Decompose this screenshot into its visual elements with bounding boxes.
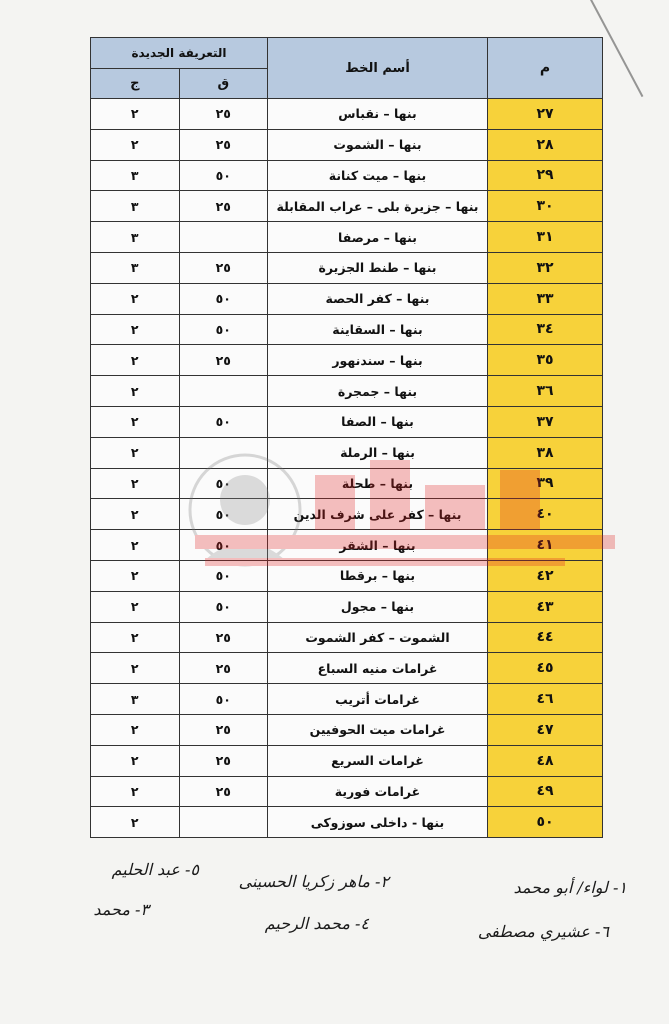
row-number: ٣٥ bbox=[488, 345, 603, 376]
row-line-name: غرامات فورية bbox=[268, 776, 488, 807]
row-number: ٤٧ bbox=[488, 714, 603, 745]
row-number: ٥٠ bbox=[488, 807, 603, 838]
table-row bbox=[91, 499, 603, 530]
row-number: ٣٣ bbox=[488, 283, 603, 314]
signatures bbox=[0, 840, 669, 1024]
row-j-value: ٢ bbox=[91, 129, 180, 160]
row-number: ٤١ bbox=[488, 530, 603, 561]
row-j-value: ٣ bbox=[91, 252, 180, 283]
table-row bbox=[91, 437, 603, 468]
table-row bbox=[91, 591, 603, 622]
header-number: م bbox=[488, 38, 603, 99]
row-line-name: بنها – برقطا bbox=[268, 560, 488, 591]
row-number: ٢٩ bbox=[488, 160, 603, 191]
row-line-name: الشموت – كفر الشموت bbox=[268, 622, 488, 653]
row-j-value: ٣ bbox=[91, 684, 180, 715]
table-row bbox=[91, 653, 603, 684]
table-row bbox=[91, 807, 603, 838]
table-row bbox=[91, 99, 603, 130]
row-number: ٤٢ bbox=[488, 560, 603, 591]
row-j-value: ٢ bbox=[91, 560, 180, 591]
row-number: ٤٨ bbox=[488, 745, 603, 776]
table-body bbox=[91, 99, 603, 838]
row-line-name: بنها – طحلة bbox=[268, 468, 488, 499]
row-line-name: بنها – كفر الحصة bbox=[268, 283, 488, 314]
table-row bbox=[91, 129, 603, 160]
row-q-value: ٢٥ bbox=[179, 129, 268, 160]
row-q-value: ٥٠ bbox=[179, 684, 268, 715]
row-j-value: ٢ bbox=[91, 499, 180, 530]
row-j-value: ٢ bbox=[91, 314, 180, 345]
row-line-name: بنها – السقاينة bbox=[268, 314, 488, 345]
row-q-value: ٢٥ bbox=[179, 99, 268, 130]
row-line-name: بنها – الشقر bbox=[268, 530, 488, 561]
row-q-value bbox=[179, 437, 268, 468]
row-q-value: ٥٠ bbox=[179, 560, 268, 591]
row-q-value: ٥٠ bbox=[179, 406, 268, 437]
row-q-value: ٢٥ bbox=[179, 252, 268, 283]
row-line-name: بنها – مجول bbox=[268, 591, 488, 622]
table-row bbox=[91, 468, 603, 499]
row-line-name: بنها – طنط الجزيرة bbox=[268, 252, 488, 283]
row-number: ٣٨ bbox=[488, 437, 603, 468]
row-number: ٣٦ bbox=[488, 376, 603, 407]
row-j-value: ٢ bbox=[91, 591, 180, 622]
row-q-value: ٥٠ bbox=[179, 314, 268, 345]
table-row bbox=[91, 252, 603, 283]
row-number: ٢٧ bbox=[488, 99, 603, 130]
row-line-name: بنها – جمجرة bbox=[268, 376, 488, 407]
table-row bbox=[91, 530, 603, 561]
row-line-name: بنها – الرملة bbox=[268, 437, 488, 468]
table-row bbox=[91, 191, 603, 222]
row-line-name: بنها - داخلى سوزوكى bbox=[268, 807, 488, 838]
table-row bbox=[91, 560, 603, 591]
row-number: ٤٥ bbox=[488, 653, 603, 684]
row-line-name: بنها – الشموت bbox=[268, 129, 488, 160]
row-line-name: غرامات منيه السباع bbox=[268, 653, 488, 684]
row-j-value: ٢ bbox=[91, 807, 180, 838]
row-q-value: ٢٥ bbox=[179, 745, 268, 776]
row-number: ٣٠ bbox=[488, 191, 603, 222]
table-row bbox=[91, 684, 603, 715]
row-number: ٣١ bbox=[488, 222, 603, 253]
row-j-value: ٣ bbox=[91, 160, 180, 191]
row-q-value: ٥٠ bbox=[179, 160, 268, 191]
row-q-value: ٥٠ bbox=[179, 499, 268, 530]
row-q-value bbox=[179, 807, 268, 838]
row-number: ٣٧ bbox=[488, 406, 603, 437]
signature-3: ٥- عبد الحليم bbox=[111, 860, 199, 879]
row-q-value: ٥٠ bbox=[179, 468, 268, 499]
row-number: ٣٩ bbox=[488, 468, 603, 499]
row-j-value: ٢ bbox=[91, 653, 180, 684]
table-row bbox=[91, 406, 603, 437]
row-q-value: ٥٠ bbox=[179, 530, 268, 561]
row-line-name: بنها – سندنهور bbox=[268, 345, 488, 376]
row-line-name: بنها – كفر على شرف الدين bbox=[268, 499, 488, 530]
row-j-value: ٢ bbox=[91, 776, 180, 807]
row-line-name: بنها – نقباس bbox=[268, 99, 488, 130]
header-line-name: أسم الخط bbox=[268, 38, 488, 99]
row-q-value: ٢٥ bbox=[179, 191, 268, 222]
header-j: ج bbox=[91, 69, 180, 99]
row-line-name: غرامات أتريب bbox=[268, 684, 488, 715]
row-j-value: ٢ bbox=[91, 406, 180, 437]
row-q-value: ٢٥ bbox=[179, 622, 268, 653]
table-row bbox=[91, 776, 603, 807]
table-row bbox=[91, 345, 603, 376]
row-q-value bbox=[179, 376, 268, 407]
row-j-value: ٢ bbox=[91, 745, 180, 776]
signature-1: ١- لواء/ أبو محمد bbox=[513, 878, 627, 897]
row-q-value: ٥٠ bbox=[179, 591, 268, 622]
row-line-name: بنها – ميت كنانة bbox=[268, 160, 488, 191]
row-j-value: ٢ bbox=[91, 468, 180, 499]
row-number: ٢٨ bbox=[488, 129, 603, 160]
row-number: ٤٦ bbox=[488, 684, 603, 715]
table-row bbox=[91, 714, 603, 745]
row-j-value: ٣ bbox=[91, 222, 180, 253]
row-q-value: ٢٥ bbox=[179, 776, 268, 807]
signature-4: ٣- محمد bbox=[93, 900, 149, 919]
row-number: ٣٤ bbox=[488, 314, 603, 345]
row-q-value: ٢٥ bbox=[179, 714, 268, 745]
row-j-value: ٢ bbox=[91, 376, 180, 407]
tariff-table bbox=[90, 37, 603, 838]
row-j-value: ٢ bbox=[91, 622, 180, 653]
row-q-value: ٢٥ bbox=[179, 345, 268, 376]
table-row bbox=[91, 283, 603, 314]
row-j-value: ٢ bbox=[91, 714, 180, 745]
header-new-tariff: التعريفة الجديدة bbox=[91, 38, 268, 69]
row-j-value: ٢ bbox=[91, 437, 180, 468]
table-row bbox=[91, 160, 603, 191]
table-row bbox=[91, 745, 603, 776]
signature-2: ٢- ماهر زكريا الحسينى bbox=[238, 872, 389, 891]
row-q-value: ٥٠ bbox=[179, 283, 268, 314]
row-number: ٤٣ bbox=[488, 591, 603, 622]
table-row bbox=[91, 622, 603, 653]
row-line-name: بنها – مرصفا bbox=[268, 222, 488, 253]
table-row bbox=[91, 376, 603, 407]
row-number: ٤٠ bbox=[488, 499, 603, 530]
table-row bbox=[91, 222, 603, 253]
row-line-name: بنها – الصفا bbox=[268, 406, 488, 437]
row-j-value: ٢ bbox=[91, 345, 180, 376]
row-j-value: ٢ bbox=[91, 283, 180, 314]
row-j-value: ٢ bbox=[91, 99, 180, 130]
row-line-name: بنها – جزيرة بلى – عراب المقابلة bbox=[268, 191, 488, 222]
row-number: ٣٢ bbox=[488, 252, 603, 283]
row-j-value: ٣ bbox=[91, 191, 180, 222]
signature-5: ٤- محمد الرحيم bbox=[264, 914, 369, 933]
row-q-value: ٢٥ bbox=[179, 653, 268, 684]
row-line-name: غرامات السريع bbox=[268, 745, 488, 776]
row-number: ٤٩ bbox=[488, 776, 603, 807]
row-number: ٤٤ bbox=[488, 622, 603, 653]
signature-6: ٦- عشيري مصطفى bbox=[477, 922, 609, 941]
table-row bbox=[91, 314, 603, 345]
header-q: ق bbox=[179, 69, 268, 99]
row-line-name: غرامات ميت الحوفيين bbox=[268, 714, 488, 745]
row-q-value bbox=[179, 222, 268, 253]
row-j-value: ٢ bbox=[91, 530, 180, 561]
